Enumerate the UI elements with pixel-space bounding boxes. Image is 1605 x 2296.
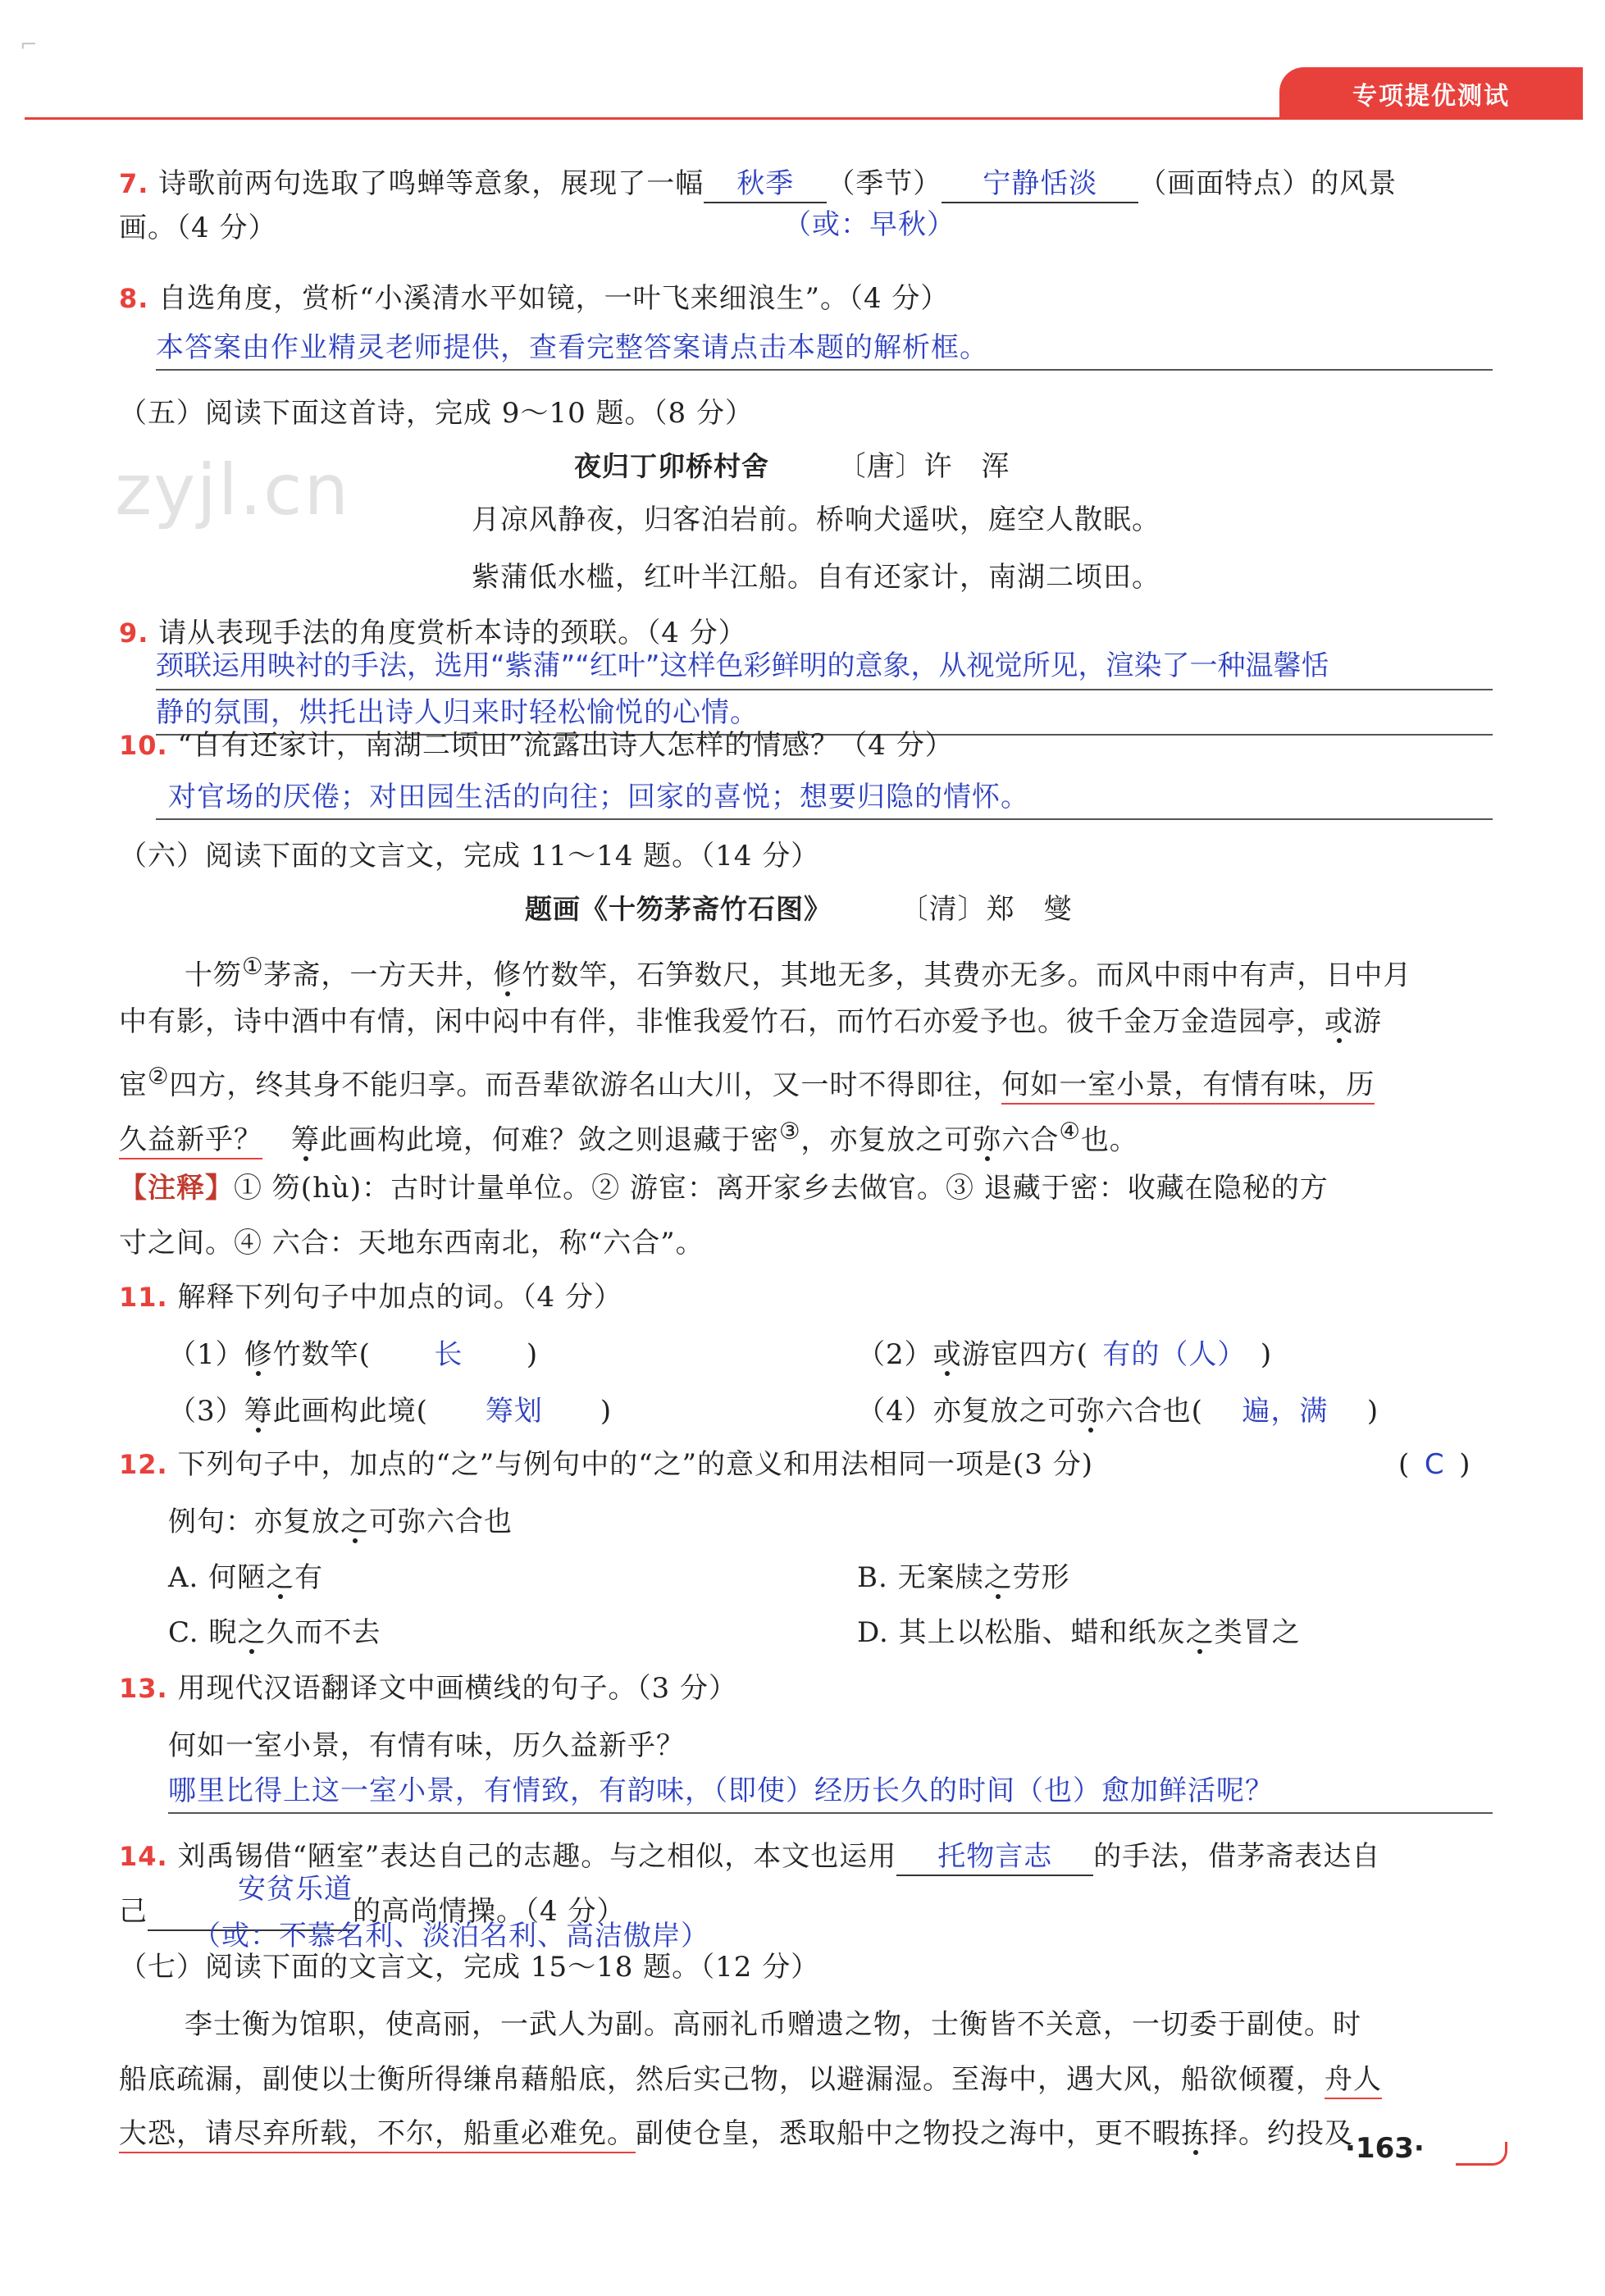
q12-text: 下列句子中，加点的“之”与例句中的“之”的意义和用法相同一项是(3 分) — [177, 1448, 1093, 1481]
q7-answer1: 秋季 — [736, 167, 795, 200]
dotted-char: 之 — [266, 1561, 295, 1594]
example-text: 可弥六合也 — [369, 1506, 513, 1538]
item-label: （2） — [857, 1338, 933, 1371]
watermark: zyjl.cn — [115, 449, 350, 531]
q11-text: 解释下列句子中加点的词。（4 分） — [177, 1281, 622, 1314]
q7-blank2 — [942, 166, 1138, 203]
q11-item4 — [857, 1392, 1379, 1431]
option-text: 劳形 — [1012, 1561, 1070, 1594]
q14-text1: 刘禹锡借“陋室”表达自己的志趣。与之相似，本文也运用 — [177, 1840, 897, 1873]
q7-line2 — [119, 208, 276, 248]
q7-hint2: （画面特点）的风景 — [1138, 167, 1398, 200]
q7-hint1: （季节） — [827, 167, 942, 200]
note-mark-3: ③ — [779, 1118, 801, 1145]
corner-scan-mark: ⌐ — [20, 33, 38, 57]
q12-option-c — [168, 1613, 381, 1652]
poem-line-1: 月凉风静夜，归客泊岩前。桥响犬遥吠，庭空人散眠。 — [472, 503, 1160, 536]
q10-number: 10. — [119, 730, 168, 761]
q11-answer2: 有的（人） — [1102, 1338, 1247, 1371]
essay-p4 — [119, 1112, 1138, 1159]
dotted-char: 之 — [340, 1506, 369, 1538]
essay-p1 — [185, 947, 1411, 995]
underlined-sentence: 久益新乎？ — [119, 1123, 262, 1159]
essay-text: 四方，终其身不能归享。而吾辈欲游名山大川，又一时不得即往， — [169, 1068, 1002, 1102]
dotted-char: 之 — [237, 1616, 267, 1649]
q12-option-a — [168, 1558, 323, 1597]
poem-author: 〔唐〕许 浑 — [837, 450, 1010, 483]
q14-text3: 己 — [119, 1895, 148, 1928]
option-text: B. 无案牍 — [857, 1561, 984, 1594]
dotted-char: 之 — [1185, 1616, 1215, 1649]
q11-answer3: 筹划 — [485, 1395, 543, 1428]
notes-line1 — [119, 1168, 1329, 1208]
notes-text: ① 笏(hù)：古时计量单位。② 游宦：离开家乡去做官。③ 退藏于密：收藏在隐秘的方 — [234, 1172, 1329, 1205]
option-text: C. 睨 — [168, 1616, 238, 1649]
dotted-char: 或 — [932, 1338, 962, 1371]
essay-text: 竹数竿，石笋数尺，其地无多，其费亦无多。而风中雨中有声，日中月 — [522, 959, 1412, 992]
q7-blank1 — [704, 166, 827, 203]
q8-answer-rule — [156, 369, 1493, 371]
dotted-char: 弥 — [1076, 1395, 1106, 1428]
story-p1: 李士衡为馆职，使高丽，一武人为副。高丽礼币赠遗之物，士衡皆不关意，一切委于副使。时 — [185, 2008, 1361, 2041]
q9-number: 9. — [119, 617, 149, 649]
option-text: D. 其上以松脂、蜡和纸灰 — [857, 1616, 1186, 1649]
notes-line2: 寸之间。④ 六合：天地东西南北，称“六合”。 — [119, 1227, 704, 1260]
dotted-char: 拣 — [1181, 2117, 1210, 2150]
q12-option-b — [857, 1558, 1070, 1597]
underlined-sentence: 舟人 — [1325, 2063, 1382, 2099]
essay-text: 中有影，诗中酒中有情，闲中闷中有伴，非惟我爱竹石，而竹石亦爱予也。彼千金万金造园亭， — [119, 1005, 1325, 1038]
q13-answer: 哪里比得上这一室小景，有情致，有韵味，（即使）经历长久的时间（也）愈加鲜活呢？ — [168, 1774, 1274, 1807]
q11-line — [119, 1278, 622, 1317]
q13-line — [119, 1669, 737, 1708]
q10-answer-rule — [156, 818, 1493, 820]
option-text: 久而不去 — [266, 1616, 381, 1649]
q11-answer1: 长 — [434, 1338, 463, 1371]
item-text: ) — [1366, 1395, 1379, 1428]
essay-title: 题画《十笏茅斋竹石图》 — [525, 893, 832, 925]
q8-answer: 本答案由作业精灵老师提供，查看完整答案请点击本题的解析框。 — [156, 331, 988, 364]
dotted-char: 或 — [1325, 1005, 1353, 1038]
story-text: 船底疏漏，副使以士衡所得缣帛藉船底，然后实己物，以避漏湿。至海中，遇大风，船欲倾覆， — [119, 2063, 1325, 2096]
section-tab: 专项提优测试 — [1279, 67, 1583, 120]
q9-text: 请从表现手法的角度赏析本诗的颈联。（4 分） — [158, 617, 747, 649]
q14-answer2-alt: （或：不慕名利、淡泊名利、高洁傲岸） — [193, 1920, 709, 1952]
q7-number: 7. — [119, 168, 149, 199]
sec6-intro: （六）阅读下面的文言文，完成 11～14 题。（14 分） — [119, 840, 820, 872]
dotted-char: 弥 — [973, 1123, 1002, 1157]
essay-text: 宦 — [119, 1068, 148, 1102]
q8-text: 自选角度，赏析“小溪清水平如镜，一叶飞来细浪生”。（4 分） — [158, 282, 950, 315]
story-text: 副使仓皇，悉取船中之物投之海中，更不暇 — [636, 2117, 1181, 2150]
q12-answer-bracket — [1398, 1445, 1471, 1484]
item-text: 六合也( — [1105, 1395, 1203, 1428]
note-mark-2: ② — [148, 1063, 170, 1090]
q13-answer-rule — [168, 1812, 1493, 1814]
q12-example — [168, 1502, 513, 1542]
q9-answer-line2: 静的氛围，烘托出诗人归来时轻松愉悦的心情。 — [156, 696, 759, 729]
item-label: （3） — [168, 1395, 244, 1428]
q11-item1 — [168, 1335, 538, 1374]
essay-p2 — [119, 1002, 1382, 1041]
item-text: 竹数竿( — [272, 1338, 371, 1371]
notes-label: 【注释】 — [119, 1172, 234, 1205]
header-rule — [25, 117, 1288, 120]
dotted-char: 筹 — [291, 1123, 320, 1157]
q14-blank1 — [896, 1838, 1093, 1876]
q13-sentence: 何如一室小景，有情有味，历久益新乎？ — [168, 1729, 685, 1762]
q14-answer1: 托物言志 — [937, 1840, 1053, 1873]
q8-number: 8. — [119, 283, 149, 314]
underlined-sentence: 大恐，请尽弃所载，不尔，船重必难免。 — [119, 2117, 636, 2153]
q14-answer2: 安贫乐道 — [238, 1873, 353, 1906]
dotted-char: 修 — [493, 959, 522, 992]
option-text: 类冒之 — [1214, 1616, 1301, 1649]
q14-text4: 的高尚情操。（4 分） — [353, 1895, 626, 1928]
underlined-sentence: 何如一室小景，有情有味，历 — [1001, 1068, 1375, 1105]
q10-line — [119, 726, 954, 765]
essay-text: 游 — [1353, 1005, 1382, 1038]
q11-item2 — [857, 1335, 1272, 1374]
q14-text2: 的手法，借茅斋表达自 — [1093, 1840, 1381, 1873]
q10-text: “自有还家计，南湖二顷田”流露出诗人怎样的情感？（4 分） — [177, 729, 954, 762]
q7-line1 — [119, 164, 1397, 203]
page-number: ·163· — [1345, 2132, 1425, 2165]
poem-line-2: 紫蒲低水槛，红叶半江船。自有还家计，南湖二顷田。 — [472, 561, 1160, 594]
story-p3 — [119, 2114, 1353, 2153]
sec7-intro: （七）阅读下面的文言文，完成 15～18 题。（12 分） — [119, 1951, 820, 1984]
q11-item3 — [168, 1392, 612, 1431]
q12-line — [119, 1445, 1093, 1484]
essay-text: 也。 — [1080, 1123, 1138, 1157]
dotted-char: 修 — [244, 1338, 273, 1371]
page-corner-arrow-icon — [1456, 2142, 1507, 2166]
item-text: ) — [600, 1395, 613, 1428]
q13-text: 用现代汉语翻译文中画横线的句子。（3 分） — [177, 1672, 737, 1705]
item-text: 游宦四方( — [961, 1338, 1088, 1371]
q14-number: 14. — [119, 1841, 168, 1872]
q7-answer1-alt: （或：早秋） — [783, 208, 955, 241]
essay-text: ，亦复放之可 — [800, 1123, 973, 1157]
story-text: 择。约投及 — [1210, 2117, 1353, 2150]
item-text: 此画构此境( — [272, 1395, 428, 1428]
essay-p3 — [119, 1057, 1375, 1105]
q11-number: 11. — [119, 1282, 168, 1313]
q9-answer-line1: 颈联运用映衬的手法，选用“紫蒲”“红叶”这样色彩鲜明的意象，从视觉所见，渲染了一种温馨恬 — [156, 649, 1329, 682]
example-text: 例句：亦复放 — [168, 1506, 340, 1538]
note-mark-4: ④ — [1059, 1118, 1081, 1145]
q10-answer: 对官场的厌倦；对田园生活的向往；回家的喜悦；想要归隐的情怀。 — [168, 781, 1029, 813]
q13-number: 13. — [119, 1673, 168, 1704]
essay-text: 六合 — [1001, 1123, 1060, 1157]
q8-line — [119, 279, 949, 318]
item-text: ) — [526, 1338, 539, 1371]
bracket: ( — [1398, 1448, 1411, 1481]
story-p2 — [119, 2060, 1382, 2099]
q9-answer-rule1 — [156, 689, 1493, 690]
sec5-intro: （五）阅读下面这首诗，完成 9～10 题。（8 分） — [119, 397, 754, 430]
essay-text: 此画构此境，何难？敛之则退藏于密 — [320, 1123, 779, 1157]
item-text: ) — [1260, 1338, 1273, 1371]
item-label: （4）亦复放之可 — [857, 1395, 1077, 1428]
q7-text1: 诗歌前两句选取了鸣蝉等意象，展现了一幅 — [158, 167, 704, 200]
q12-answer: C — [1424, 1448, 1445, 1481]
poem-title: 夜归丁卯桥村舍 — [574, 450, 769, 482]
essay-author: 〔清〕郑 燮 — [900, 893, 1073, 926]
q7-answer2: 宁静恬淡 — [983, 167, 1098, 200]
q12-option-d — [857, 1613, 1301, 1652]
note-mark-1: ① — [242, 953, 264, 980]
option-text: 有 — [294, 1561, 324, 1594]
dotted-char: 筹 — [244, 1395, 273, 1428]
q11-answer4: 遍，满 — [1242, 1395, 1329, 1428]
q7-text2: 画。（4 分） — [119, 212, 277, 244]
item-label: （1） — [168, 1338, 244, 1371]
poem-heading — [574, 447, 1010, 486]
dotted-char: 之 — [983, 1561, 1013, 1594]
essay-heading — [525, 890, 1073, 929]
essay-text: 茅斋，一方天井， — [263, 959, 494, 992]
q12-number: 12. — [119, 1449, 168, 1480]
essay-text: 十笏 — [185, 959, 242, 992]
bracket: ) — [1459, 1448, 1471, 1481]
option-text: A. 何陋 — [168, 1561, 267, 1594]
